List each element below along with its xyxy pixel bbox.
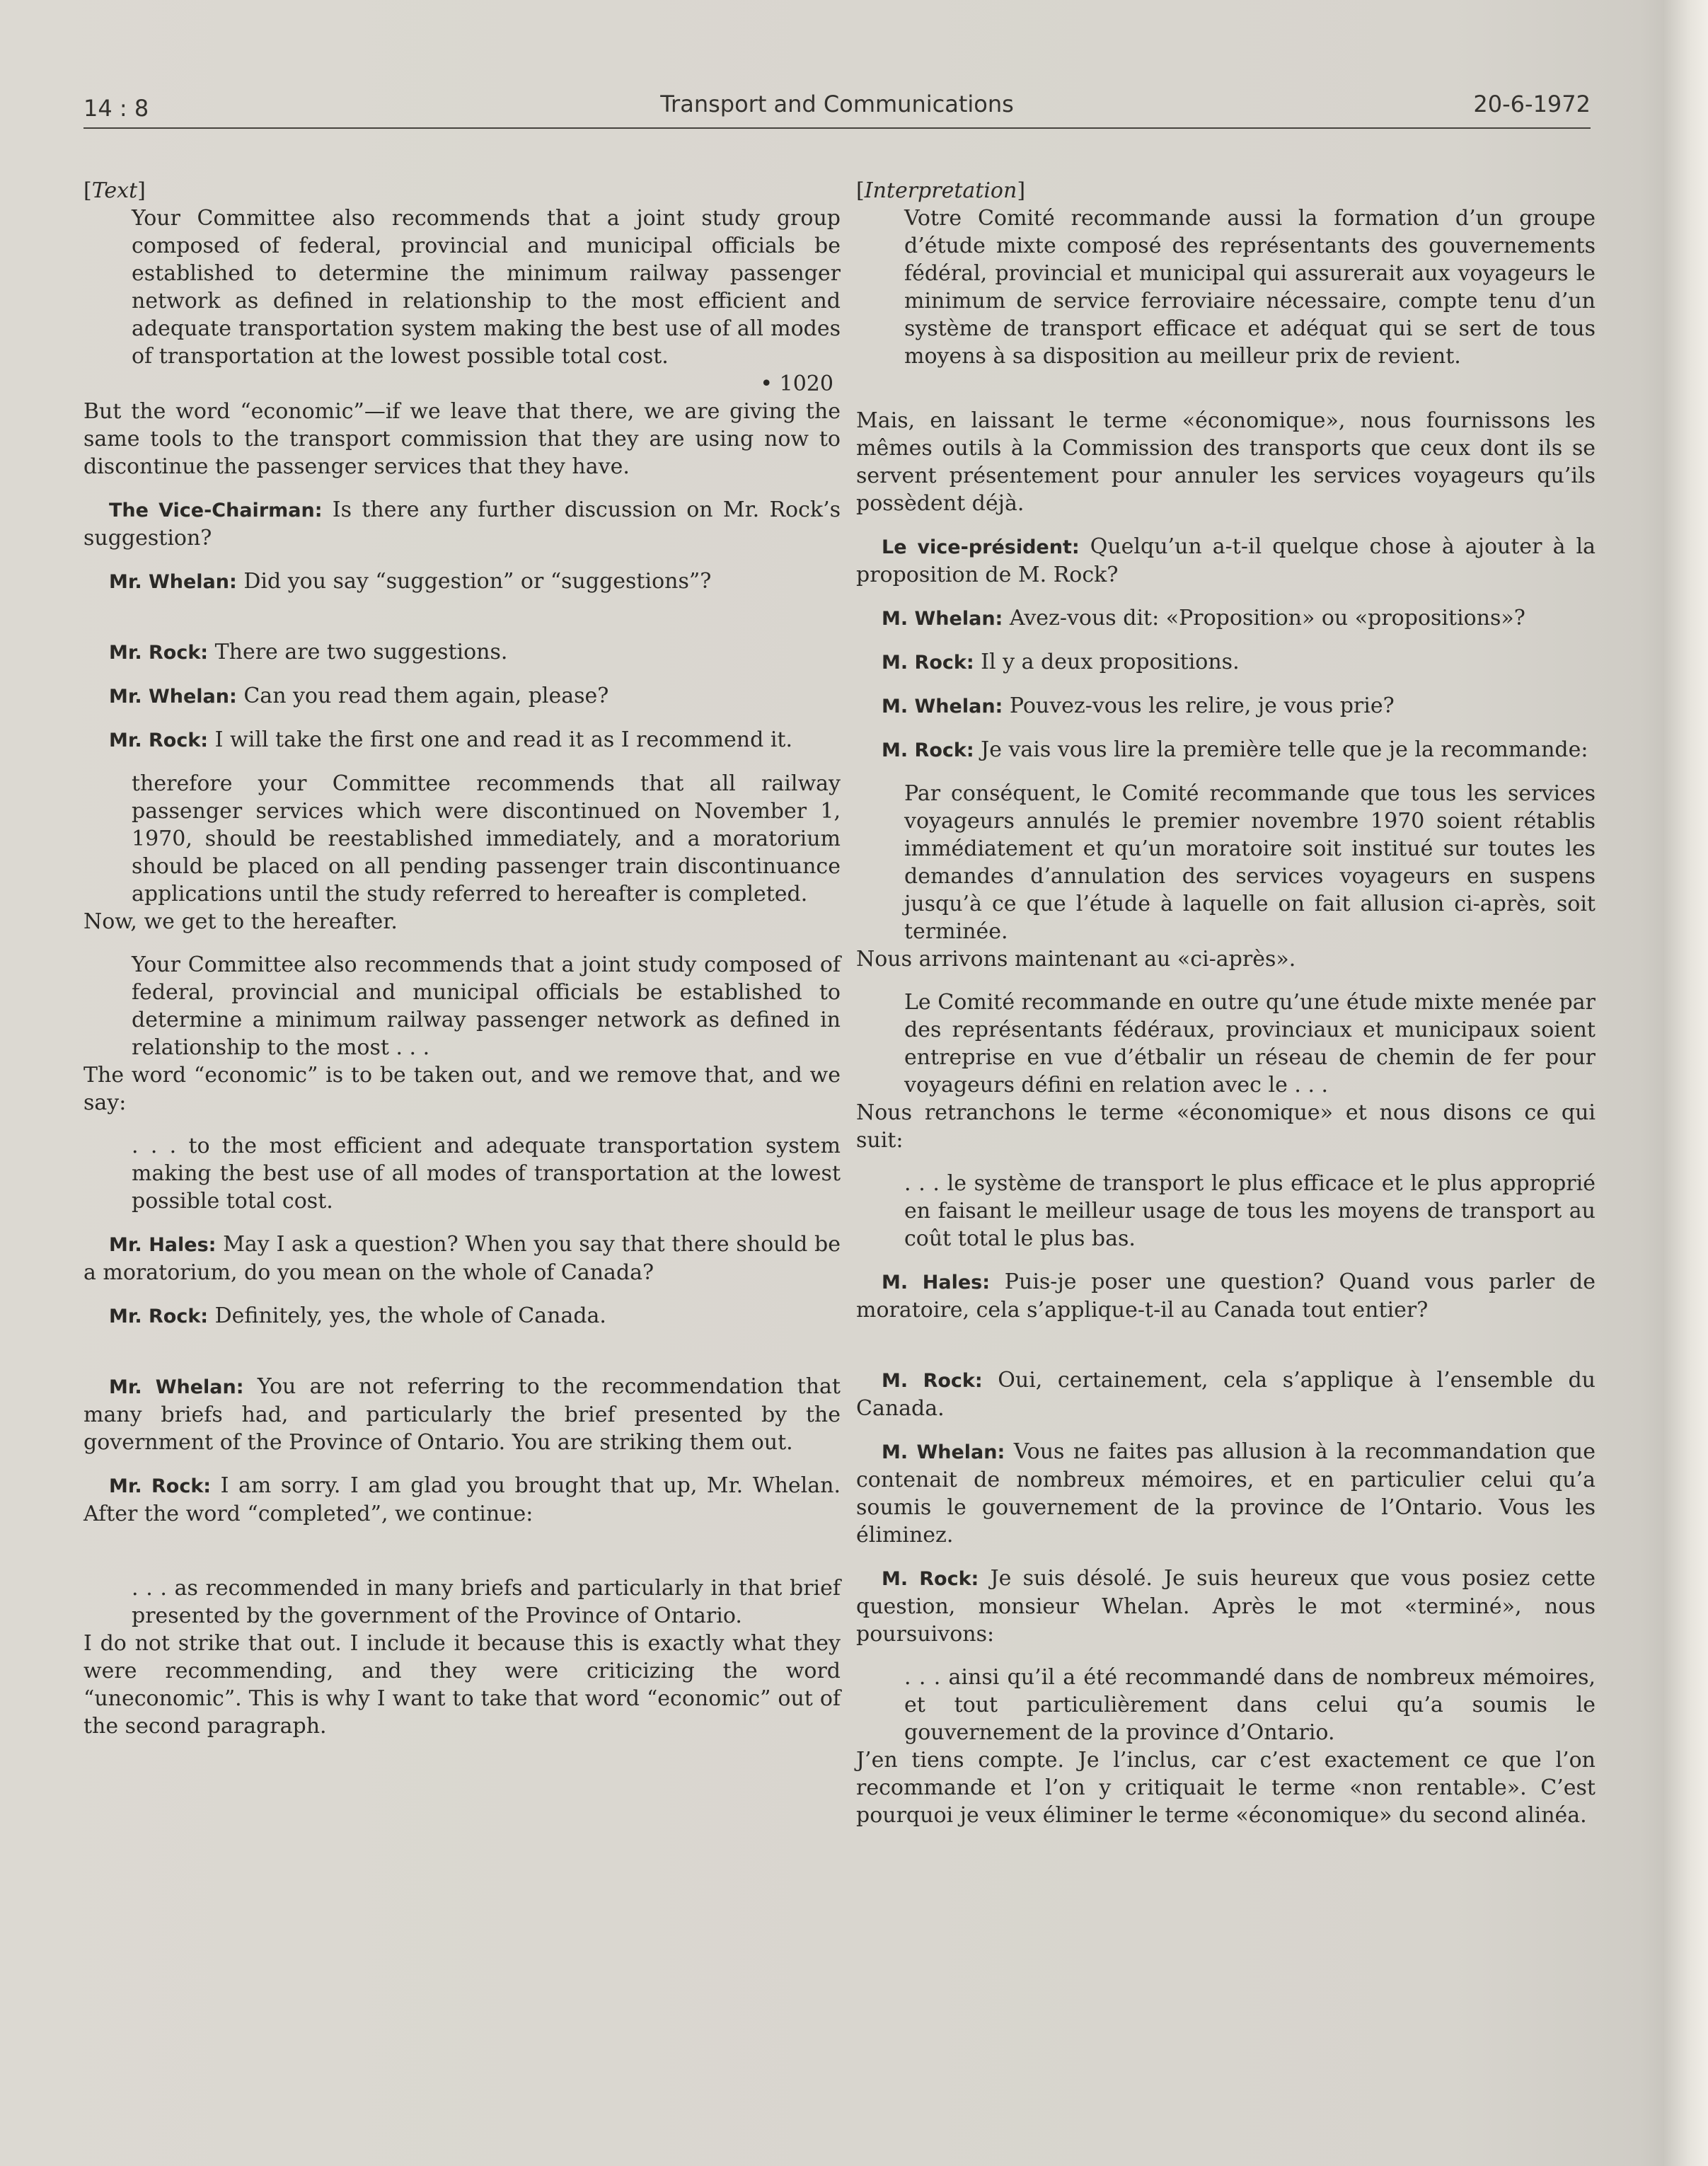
- quoted-recommendation: Le Comité recommande en outre qu’une étude mixte menée par des représentants fédéraux, provinciaux et municipaux soient entreprise en vue d’étbalir un réseau de chemin de fer pour voyageurs défini en relation avec le . . .: [904, 990, 1596, 1098]
- speech-whelan: Mr. Whelan: Did you say “suggestion” or “suggestions”?: [109, 569, 712, 594]
- speaker-name: The Vice-Chairman:: [109, 500, 323, 522]
- speech-vice-president: Le vice-président: Quelqu’un a-t-il quelque chose à ajouter à la proposition de M. Rock?: [856, 534, 1596, 587]
- quoted-recommendation: . . . as recommended in many briefs and particularly in that brief presented by the government of the Province of Ontario.: [132, 1576, 841, 1628]
- speech-whelan: M. Whelan: Avez-vous dit: «Proposition» ou «propositions»?: [882, 606, 1525, 630]
- page-edge-shadow: [1663, 0, 1708, 2166]
- time-marker: • 1020: [760, 371, 833, 396]
- speaker-name: Mr. Whelan:: [109, 686, 237, 708]
- speech-rock: Mr. Rock: There are two suggestions.: [109, 640, 508, 664]
- quoted-recommendation: therefore your Committee recommends that all railway passenger services which were discontinued on November 1, 1970, should be reestablished immediately, and a moratorium should be placed on all pending passenger train discontinuance applications until the study referred to hereafter is completed.: [132, 771, 841, 906]
- paragraph: I do not strike that out. I include it because this is exactly what they were recommending, and they were criticizing the word “uneconomic”. This is why I want to take that word “economic” out of the second paragraph.: [83, 1631, 841, 1739]
- speech-whelan: Mr. Whelan: Can you read them again, please?: [109, 684, 609, 708]
- quoted-recommendation: Your Committee also recommends that a joint study composed of federal, provincial and municipal officials be established to determine a minimum railway passenger network as defined in relationship to the most . . .: [132, 952, 841, 1060]
- quoted-recommendation: . . . le système de transport le plus efficace et le plus approprié en faisant le meilleur usage de tous les moyens de transport au coût total le plus bas.: [904, 1171, 1596, 1251]
- page-title: Transport and Communications: [660, 91, 1014, 117]
- speech-whelan: M. Whelan: Pouvez-vous les relire, je vous prie?: [882, 693, 1395, 718]
- header-rule: [83, 127, 1591, 129]
- speaker-name: M. Whelan:: [882, 696, 1003, 718]
- paragraph: Nous retranchons le terme «économique» et nous disons ce qui suit:: [856, 1100, 1596, 1153]
- speech-rock: M. Rock: Oui, certainement, cela s’applique à l’ensemble du Canada.: [856, 1368, 1596, 1421]
- paragraph: Now, we get to the hereafter.: [83, 909, 398, 934]
- speaker-name: M. Whelan:: [882, 1441, 1005, 1463]
- speaker-name: M. Rock:: [882, 739, 974, 761]
- quoted-recommendation: Your Committee also recommends that a joint study group composed of federal, provincial and municipal officials be established to determine the minimum railway passenger network as defined in relationship to the most efficient and adequate transportation system making the best use of all modes of transportation at the lowest possible total cost.: [132, 206, 841, 369]
- quoted-recommendation: . . . to the most efficient and adequate transportation system making the best use of all modes of transportation at the lowest possible total cost.: [132, 1134, 841, 1214]
- speaker-name: M. Whelan:: [882, 608, 1003, 630]
- speech-rock: Mr. Rock: I am sorry. I am glad you brought that up, Mr. Whelan. After the word “completed”, we continue:: [83, 1473, 841, 1526]
- speaker-name: Mr. Whelan:: [109, 1376, 244, 1398]
- speech-rock: M. Rock: Il y a deux propositions.: [882, 650, 1240, 674]
- paragraph: But the word “economic”—if we leave that there, we are giving the same tools to the transport commission that they are using now to discontinue the passenger services that they have.: [83, 399, 841, 479]
- page-number: 14 : 8: [83, 95, 149, 122]
- paragraph: The word “economic” is to be taken out, and we remove that, and we say:: [83, 1063, 841, 1115]
- speaker-name: Mr. Rock:: [109, 642, 209, 664]
- page-date: 20-6-1972: [1473, 91, 1591, 117]
- quoted-recommendation: . . . ainsi qu’il a été recommandé dans de nombreux mémoires, et tout particulièrement dans celui qu’a soumis le gouvernement de la province d’Ontario.: [904, 1665, 1596, 1745]
- english-column: [83, 177, 841, 1740]
- section-label: [Text]: [83, 178, 146, 203]
- paragraph: J’en tiens compte. Je l’inclus, car c’est exactement ce que l’on recommande et l’on y critiquait le terme «non rentable». C’est pourquoi je veux éliminer le terme «économique» du second alinéa.: [856, 1748, 1596, 1828]
- paragraph: Nous arrivons maintenant au «ci-après».: [856, 947, 1296, 972]
- page-header: [83, 91, 1591, 126]
- speech-whelan: Mr. Whelan: You are not referring to the recommendation that many briefs had, and particularly the brief presented by the government of the Province of Ontario. You are striking them out.: [83, 1374, 841, 1455]
- french-column: [856, 177, 1596, 1829]
- speaker-name: M. Rock:: [882, 652, 974, 674]
- paragraph: Mais, en laissant le terme «économique», nous fournissons les mêmes outils à la Commission des transports que ceux dont ils se servent présentement pour annuler les services voyageurs qu’ils possèdent déjà.: [856, 408, 1596, 516]
- speaker-name: Mr. Rock:: [109, 730, 209, 751]
- speaker-name: Mr. Whelan:: [109, 571, 237, 593]
- speaker-name: Mr. Rock:: [109, 1306, 209, 1327]
- speaker-name: M. Hales:: [882, 1272, 991, 1294]
- speaker-name: M. Rock:: [882, 1370, 983, 1392]
- speech-rock: Mr. Rock: I will take the first one and read it as I recommend it.: [109, 727, 793, 752]
- speech-whelan: M. Whelan: Vous ne faites pas allusion à la recommandation que contenait de nombreux mémoires, et en particulier celui qu’a soumis le gouvernement de la province de l’Ontario. Vous les éliminez.: [856, 1439, 1596, 1548]
- speaker-name: M. Rock:: [882, 1568, 979, 1590]
- speech-rock: M. Rock: Je vais vous lire la première telle que je la recommande:: [882, 737, 1588, 762]
- speech-rock: Mr. Rock: Definitely, yes, the whole of Canada.: [109, 1303, 606, 1328]
- speech-hales: M. Hales: Puis-je poser une question? Quand vous parler de moratoire, cela s’applique-t-il au Canada tout entier?: [856, 1269, 1596, 1323]
- quoted-recommendation: Votre Comité recommande aussi la formation d’un groupe d’étude mixte composé des représentants des gouvernements fédéral, provincial et municipal qui assurerait aux voyageurs le minimum de service ferroviaire nécessaire, compte tenu d’un système de transport efficace et adéquat qui se sert de tous moyens à sa disposition au meilleur prix de revient.: [904, 206, 1596, 369]
- speaker-name: Mr. Hales:: [109, 1234, 217, 1256]
- speaker-name: Mr. Rock:: [109, 1475, 212, 1497]
- speaker-name: Le vice-président:: [882, 536, 1080, 558]
- speech-hales: Mr. Hales: May I ask a question? When you say that there should be a moratorium, do you mean on the whole of Canada?: [83, 1232, 841, 1285]
- speech-vice-chairman: The Vice-Chairman: Is there any further discussion on Mr. Rock’s suggestion?: [83, 497, 841, 551]
- speech-rock: M. Rock: Je suis désolé. Je suis heureux que vous posiez cette question, monsieur Whelan. Après le mot «terminé», nous poursuivons:: [856, 1566, 1596, 1647]
- quoted-recommendation: Par conséquent, le Comité recommande que tous les services voyageurs annulés le premier novembre 1970 soient rétablis immédiatement et qu’un moratoire soit institué sur toutes les demandes d’annulation des services voyageurs en suspens jusqu’à ce que l’étude à laquelle on fait allusion ci-après, soit terminée.: [904, 781, 1596, 944]
- section-label: [Interpretation]: [856, 178, 1026, 203]
